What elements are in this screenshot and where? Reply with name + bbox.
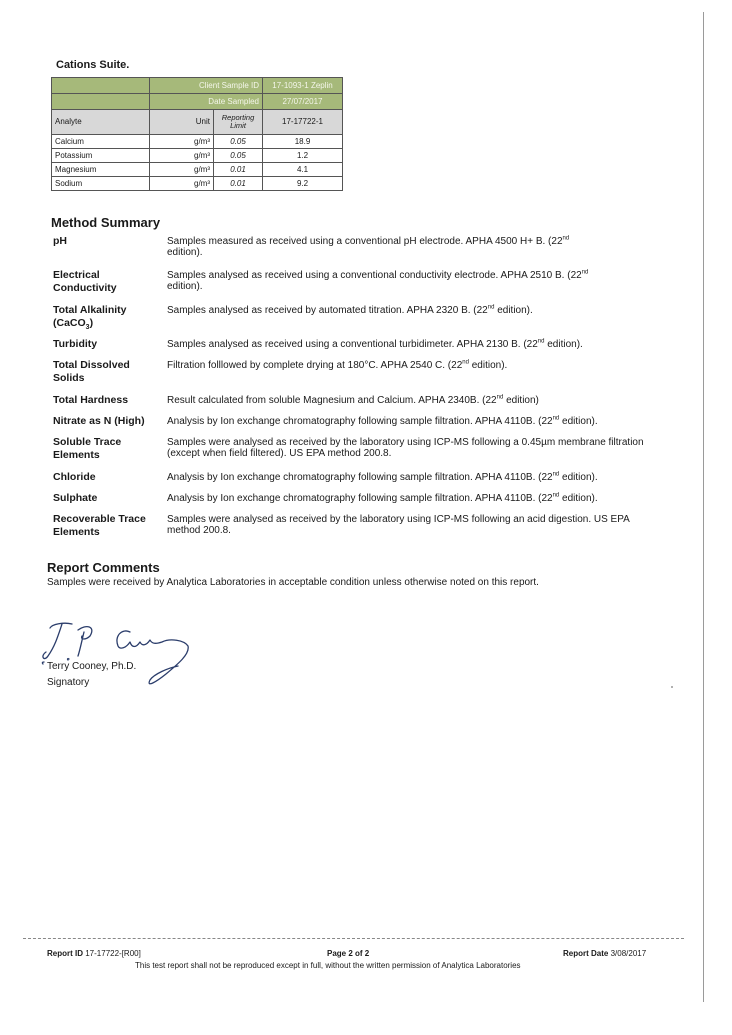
method-desc-alkalinity: Samples analysed as received by automated titration. APHA 2320 B. (22nd edition). xyxy=(167,304,533,316)
cations-suite-title: Cations Suite. xyxy=(56,59,130,71)
method-label-conductivity: Electrical Conductivity xyxy=(53,269,117,294)
method-summary-title: Method Summary xyxy=(51,215,161,230)
date-sampled-value: 27/07/2017 xyxy=(263,94,343,110)
unit-cell: g/m³ xyxy=(150,163,214,177)
method-desc-tds: Filtration folllowed by complete drying at 180°C. APHA 2540 C. (22nd edition). xyxy=(167,359,508,371)
method-desc-turbidity: Samples analysed as received using a conventional turbidimeter. APHA 2130 B. (22nd edition). xyxy=(167,338,583,350)
method-label-alkalinity: Total Alkalinity (CaCO$_3$) xyxy=(53,304,127,332)
analyte-cell: Sodium xyxy=(52,177,150,191)
limit-cell: 0.05 xyxy=(214,135,263,149)
value-cell: 18.9 xyxy=(263,135,343,149)
unit-cell: g/m³ xyxy=(150,135,214,149)
method-desc-conductivity: Samples analysed as received using a conventional conductivity electrode. APHA 2510 B. (22nd edition). xyxy=(167,269,589,292)
report-comments-text: Samples were received by Analytica Laboratories in acceptable condition unless otherwise noted on this report. xyxy=(47,577,539,588)
signatory-name: Terry Cooney, Ph.D. xyxy=(47,661,137,672)
report-comments-title: Report Comments xyxy=(47,560,160,575)
client-sample-label: Client Sample ID xyxy=(150,78,263,94)
footer-report-id: Report ID 17-17722-[R00] xyxy=(47,949,141,958)
limit-cell: 0.01 xyxy=(214,163,263,177)
date-sampled-label: Date Sampled xyxy=(150,94,263,110)
value-cell: 1.2 xyxy=(263,149,343,163)
analyte-cell: Magnesium xyxy=(52,163,150,177)
method-label-ph: pH xyxy=(53,235,67,247)
method-desc-chloride: Analysis by Ion exchange chromatography following sample filtration. APHA 4110B. (22nd edition). xyxy=(167,471,598,483)
method-desc-ph: Samples measured as received using a conventional pH electrode. APHA 4500 H+ B. (22nd edition). xyxy=(167,235,570,258)
analyte-cell: Calcium xyxy=(52,135,150,149)
table-header-row xyxy=(52,110,343,135)
method-label-tds: Total Dissolved Solids xyxy=(53,359,130,384)
page-edge-rule xyxy=(703,12,704,1002)
signatory-role: Signatory xyxy=(47,677,90,688)
method-label-recoverable-trace: Recoverable Trace Elements xyxy=(53,513,146,538)
method-desc-soluble-trace: Samples were analysed as received by the laboratory using ICP-MS following a 0.45µm membrane filtration (except when field filtered). US EPA method 200.8. xyxy=(167,437,644,459)
table-row xyxy=(52,177,343,191)
client-sample-row xyxy=(52,78,343,94)
unit-cell: g/m³ xyxy=(150,149,214,163)
date-sampled-row xyxy=(52,94,343,110)
analyte-cell: Potassium xyxy=(52,149,150,163)
table-row xyxy=(52,149,343,163)
footer-rule xyxy=(23,938,684,939)
header-unit: Unit xyxy=(150,110,214,135)
table-row xyxy=(52,135,343,149)
footer-page-number: Page 2 of 2 xyxy=(327,949,370,958)
client-sample-value: 17-1093-1 Zeplin xyxy=(263,78,343,94)
table-row xyxy=(52,163,343,177)
unit-cell: g/m³ xyxy=(150,177,214,191)
scan-speck xyxy=(671,686,673,688)
method-label-turbidity: Turbidity xyxy=(53,338,98,350)
method-label-soluble-trace: Soluble Trace Elements xyxy=(53,436,122,461)
limit-cell: 0.01 xyxy=(214,177,263,191)
method-desc-hardness: Result calculated from soluble Magnesium and Calcium. APHA 2340B. (22nd edition) xyxy=(167,394,539,406)
method-label-hardness: Total Hardness xyxy=(53,394,129,406)
footer-disclaimer: This test report shall not be reproduced except in full, without the written permission of Analytica Laboratories xyxy=(135,961,521,970)
blank-cell xyxy=(52,94,150,110)
value-cell: 4.1 xyxy=(263,163,343,177)
header-reporting-limit: Reporting Limit xyxy=(214,110,263,135)
method-label-chloride: Chloride xyxy=(53,471,96,483)
header-analyte: Analyte xyxy=(52,110,150,135)
cations-table xyxy=(51,77,343,191)
blank-cell xyxy=(52,78,150,94)
method-label-sulphate: Sulphate xyxy=(53,492,98,504)
method-desc-nitrate: Analysis by Ion exchange chromatography following sample filtration. APHA 4110B. (22nd edition). xyxy=(167,415,598,427)
limit-cell: 0.05 xyxy=(214,149,263,163)
method-desc-recoverable-trace: Samples were analysed as received by the laboratory using ICP-MS following an acid digestion. US EPA method 200.8. xyxy=(167,514,630,536)
method-desc-sulphate: Analysis by Ion exchange chromatography following sample filtration. APHA 4110B. (22nd edition). xyxy=(167,492,598,504)
value-cell: 9.2 xyxy=(263,177,343,191)
header-sample-id: 17-17722-1 xyxy=(263,110,343,135)
footer-report-date: Report Date 3/08/2017 xyxy=(563,949,647,958)
method-label-nitrate: Nitrate as N (High) xyxy=(53,415,145,427)
